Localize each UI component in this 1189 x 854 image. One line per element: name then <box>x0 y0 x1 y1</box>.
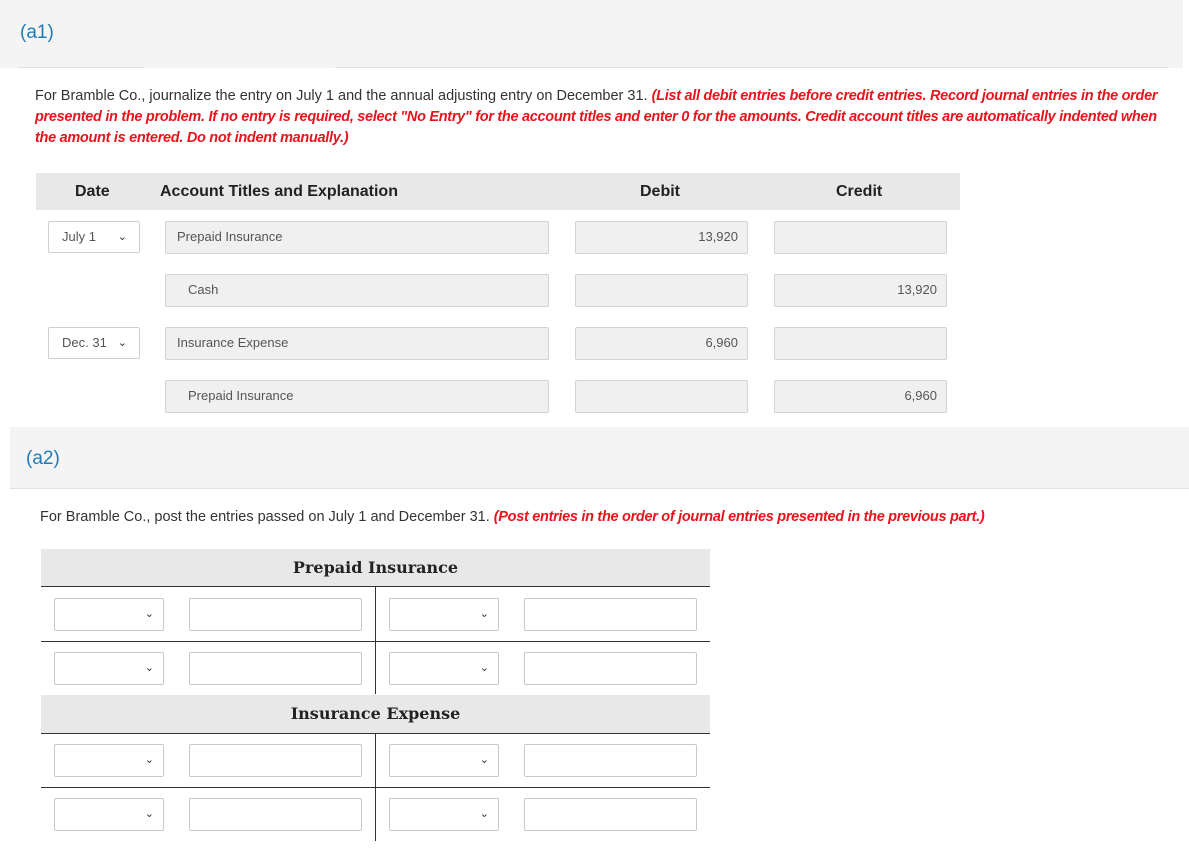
date-select-value: July 1 <box>62 229 96 244</box>
credit-input[interactable] <box>774 221 947 254</box>
debit-input[interactable]: 13,920 <box>575 221 748 254</box>
credit-amount-input[interactable] <box>524 798 697 831</box>
instruction-emphasis: (Post entries in the order of journal entries presented in the previous part.) <box>493 509 985 525</box>
tab-divider-left <box>18 67 144 68</box>
instruction-emphasis: (List all debit entries before credit entries. Record journal entries in the order presented in the problem. If no entry is required, select "No Entry" for the account titles and enter 0 for the amounts. Credit account titles are automatically indented when the amount is entered. Do not indent manually.) <box>35 88 1158 146</box>
debit-amount-input[interactable] <box>189 598 362 631</box>
chevron-down-icon: ⌄ <box>144 662 154 674</box>
date-select-dec31[interactable] <box>48 327 140 359</box>
part-a2-header <box>10 427 1189 489</box>
column-header-debit: Debit <box>640 183 680 200</box>
posting-instructions <box>40 507 1180 528</box>
tab-divider-right <box>335 67 1169 68</box>
date-select-value: Dec. 31 <box>62 335 107 350</box>
row-separator <box>41 641 710 642</box>
credit-amount-input[interactable] <box>524 652 697 685</box>
chevron-down-icon: ⌄ <box>479 754 489 766</box>
account-input[interactable]: Cash <box>165 274 549 307</box>
t-account-title: Prepaid Insurance <box>41 549 710 587</box>
credit-input[interactable]: 6,960 <box>774 380 947 413</box>
credit-amount-input[interactable] <box>524 598 697 631</box>
credit-date-select[interactable] <box>389 652 499 685</box>
chevron-down-icon: ⌄ <box>144 754 154 766</box>
chevron-down-icon: ⌄ <box>144 608 154 620</box>
debit-input[interactable]: 6,960 <box>575 327 748 360</box>
date-select-july1[interactable] <box>48 221 140 253</box>
chevron-down-icon: ⌄ <box>479 662 489 674</box>
debit-input[interactable] <box>575 274 748 307</box>
credit-date-select[interactable] <box>389 744 499 777</box>
account-input[interactable]: Prepaid Insurance <box>165 221 549 254</box>
debit-input[interactable] <box>575 380 748 413</box>
debit-amount-input[interactable] <box>189 798 362 831</box>
instruction-text: For Bramble Co., journalize the entry on July 1 and the annual adjusting entry on December 31. <box>35 88 652 104</box>
chevron-down-icon: ⌄ <box>479 808 489 820</box>
part-a2-label: (a2) <box>26 448 60 469</box>
part-a1-label: (a1) <box>20 22 54 43</box>
account-input[interactable]: Insurance Expense <box>165 327 549 360</box>
journal-instructions <box>35 86 1165 149</box>
part-a2-border <box>10 488 1189 489</box>
credit-date-select[interactable] <box>389 798 499 831</box>
part-a1-header <box>0 0 1183 68</box>
debit-date-select[interactable] <box>54 798 164 831</box>
column-header-credit: Credit <box>836 183 883 200</box>
chevron-down-icon: ⌄ <box>117 231 127 243</box>
debit-amount-input[interactable] <box>189 744 362 777</box>
credit-input[interactable]: 13,920 <box>774 274 947 307</box>
account-input[interactable]: Prepaid Insurance <box>165 380 549 413</box>
chevron-down-icon: ⌄ <box>479 608 489 620</box>
chevron-down-icon: ⌄ <box>117 337 127 349</box>
row-separator <box>41 787 710 788</box>
column-header-account: Account Titles and Explanation <box>160 183 398 200</box>
debit-amount-input[interactable] <box>189 652 362 685</box>
instruction-text: For Bramble Co., post the entries passed on July 1 and December 31. <box>40 509 494 525</box>
credit-date-select[interactable] <box>389 598 499 631</box>
credit-input[interactable] <box>774 327 947 360</box>
chevron-down-icon: ⌄ <box>144 808 154 820</box>
credit-amount-input[interactable] <box>524 744 697 777</box>
column-header-date: Date <box>75 183 110 200</box>
debit-date-select[interactable] <box>54 652 164 685</box>
debit-date-select[interactable] <box>54 598 164 631</box>
debit-date-select[interactable] <box>54 744 164 777</box>
t-account-title: Insurance Expense <box>41 695 710 733</box>
